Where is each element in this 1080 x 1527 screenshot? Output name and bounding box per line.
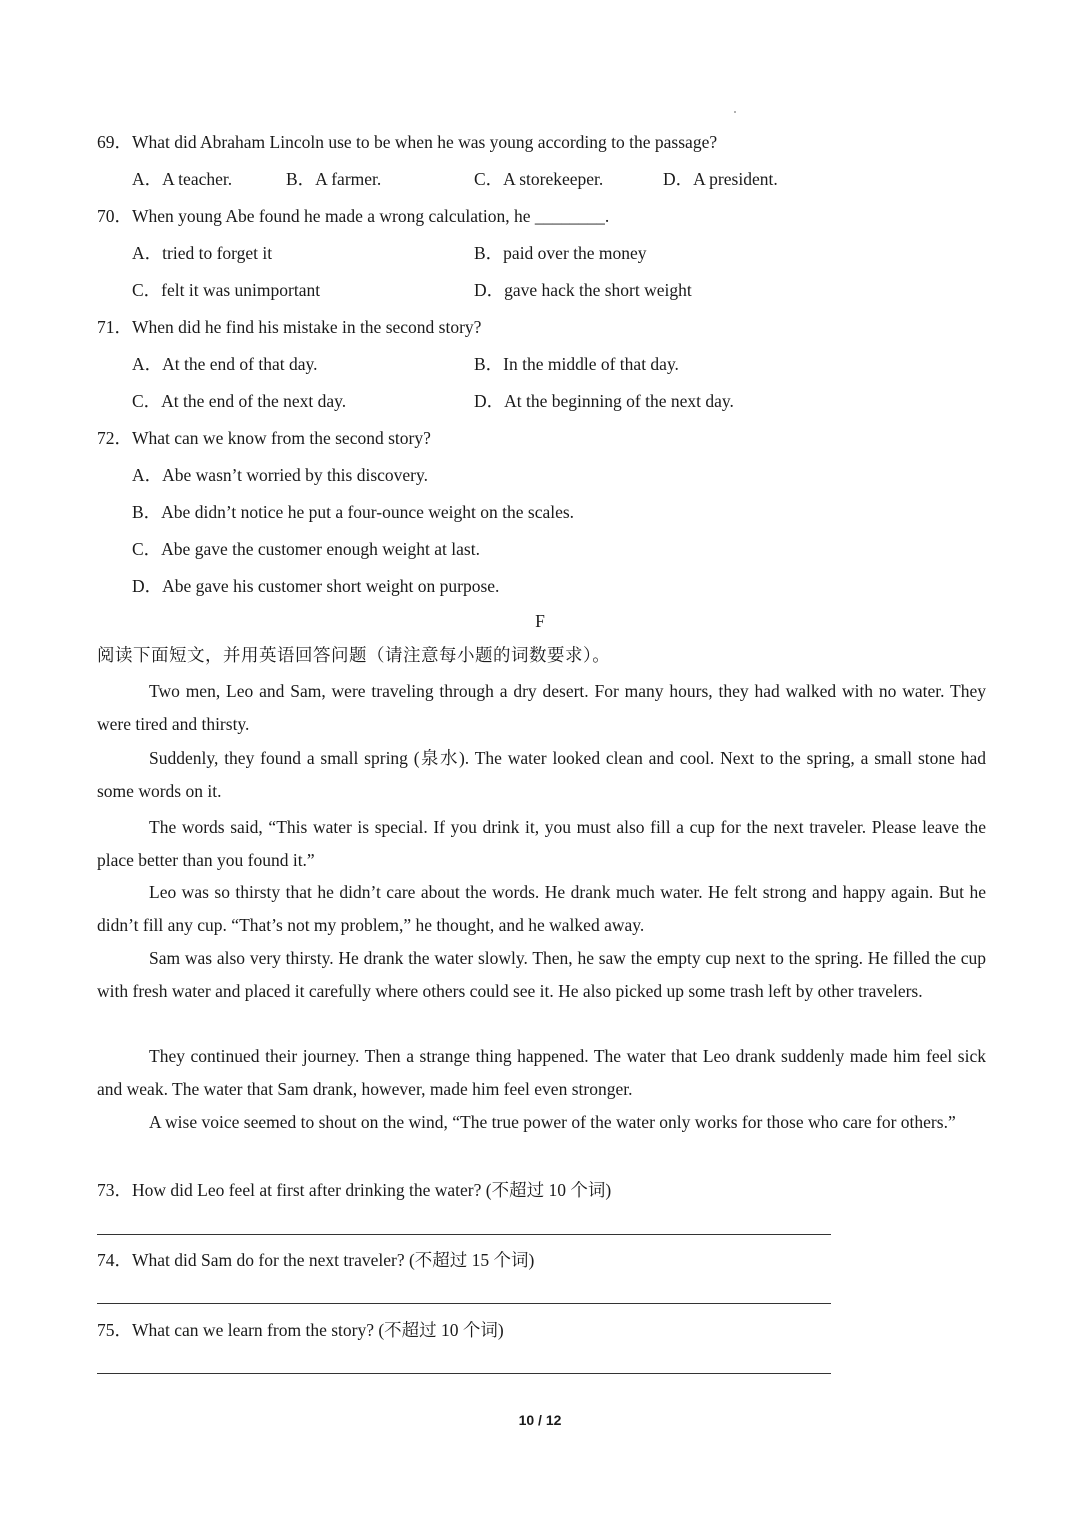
passage-paragraph-1: Two men, Leo and Sam, were traveling through a dry desert. For many hours, they had walked with no water. They were tired and thirsty. — [97, 681, 986, 734]
question-70-stem: 70．When young Abe found he made a wrong calculation, he ________. — [97, 206, 610, 226]
scan-speck — [734, 111, 736, 113]
answer-line-74[interactable] — [97, 1303, 831, 1304]
question-70-option-d: D．gave hack the short weight — [474, 280, 692, 300]
question-70-option-b: B．paid over the money — [474, 243, 647, 263]
question-71-option-d: D．At the beginning of the next day. — [474, 391, 734, 411]
passage-paragraph-3: The words said, “This water is special. If you drink it, you must also fill a cup for the next traveler. Please leave the place better than you found it.” — [97, 817, 986, 870]
passage-paragraph-6: They continued their journey. Then a strange thing happened. The water that Leo drank suddenly made him feel sick and weak. The water that Sam drank, however, made him feel even stronger. — [97, 1046, 986, 1099]
question-75: 75．What can we learn from the story? (不超过 10 个词) — [97, 1320, 504, 1340]
question-69-option-b: B．A farmer. — [286, 169, 382, 189]
question-70-option-a: A．tried to forget it — [132, 243, 273, 263]
passage-paragraph-4: Leo was so thirsty that he didn’t care about the words. He drank much water. He felt strong and happy again. But he didn’t fill any cup. “That’s not my problem,” he thought, and he walked away. — [97, 882, 986, 935]
passage-paragraph-5: Sam was also very thirsty. He drank the water slowly. Then, he saw the empty cup next to the spring. He filled the cup with fresh water and placed it carefully where others could see it. He also picked up some trash left by other travelers. — [97, 948, 986, 1001]
question-69-option-c: C．A storekeeper. — [474, 169, 604, 189]
question-72-option-c: C．Abe gave the customer enough weight at last. — [132, 539, 480, 559]
question-69-stem: 69．What did Abraham Lincoln use to be when he was young according to the passage? — [97, 132, 718, 152]
question-72-stem: 72．What can we know from the second story? — [97, 428, 431, 448]
passage-paragraph-2: Suddenly, they found a small spring (泉水). The water looked clean and cool. Next to the spring, a small stone had some words on it. — [97, 748, 986, 801]
question-72-option-a: A．Abe wasn’t worried by this discovery. — [132, 465, 428, 485]
question-74: 74．What did Sam do for the next traveler? (不超过 15 个词) — [97, 1250, 535, 1270]
question-71-stem: 71．When did he find his mistake in the second story? — [97, 317, 482, 337]
answer-line-75[interactable] — [97, 1373, 831, 1374]
question-71-option-a: A．At the end of that day. — [132, 354, 318, 374]
question-71-option-b: B．In the middle of that day. — [474, 354, 679, 374]
answer-line-73[interactable] — [97, 1234, 831, 1235]
question-72-option-d: D．Abe gave his customer short weight on purpose. — [132, 576, 500, 596]
page-number: 10 / 12 — [518, 1412, 562, 1428]
question-71-option-c: C．At the end of the next day. — [132, 391, 347, 411]
question-69-option-d: D．A president. — [663, 169, 778, 189]
question-73: 73．How did Leo feel at first after drinking the water? (不超过 10 个词) — [97, 1180, 612, 1200]
passage-paragraph-7: A wise voice seemed to shout on the wind, “The true power of the water only works for those who care for others.” — [149, 1112, 956, 1132]
question-72-option-b: B．Abe didn’t notice he put a four-ounce weight on the scales. — [132, 502, 575, 522]
question-69-option-a: A．A teacher. — [132, 169, 233, 189]
section-letter: F — [535, 611, 545, 631]
question-70-option-c: C．felt it was unimportant — [132, 280, 321, 300]
section-instruction: 阅读下面短文，并用英语回答问题（请注意每小题的词数要求）。 — [97, 645, 611, 665]
